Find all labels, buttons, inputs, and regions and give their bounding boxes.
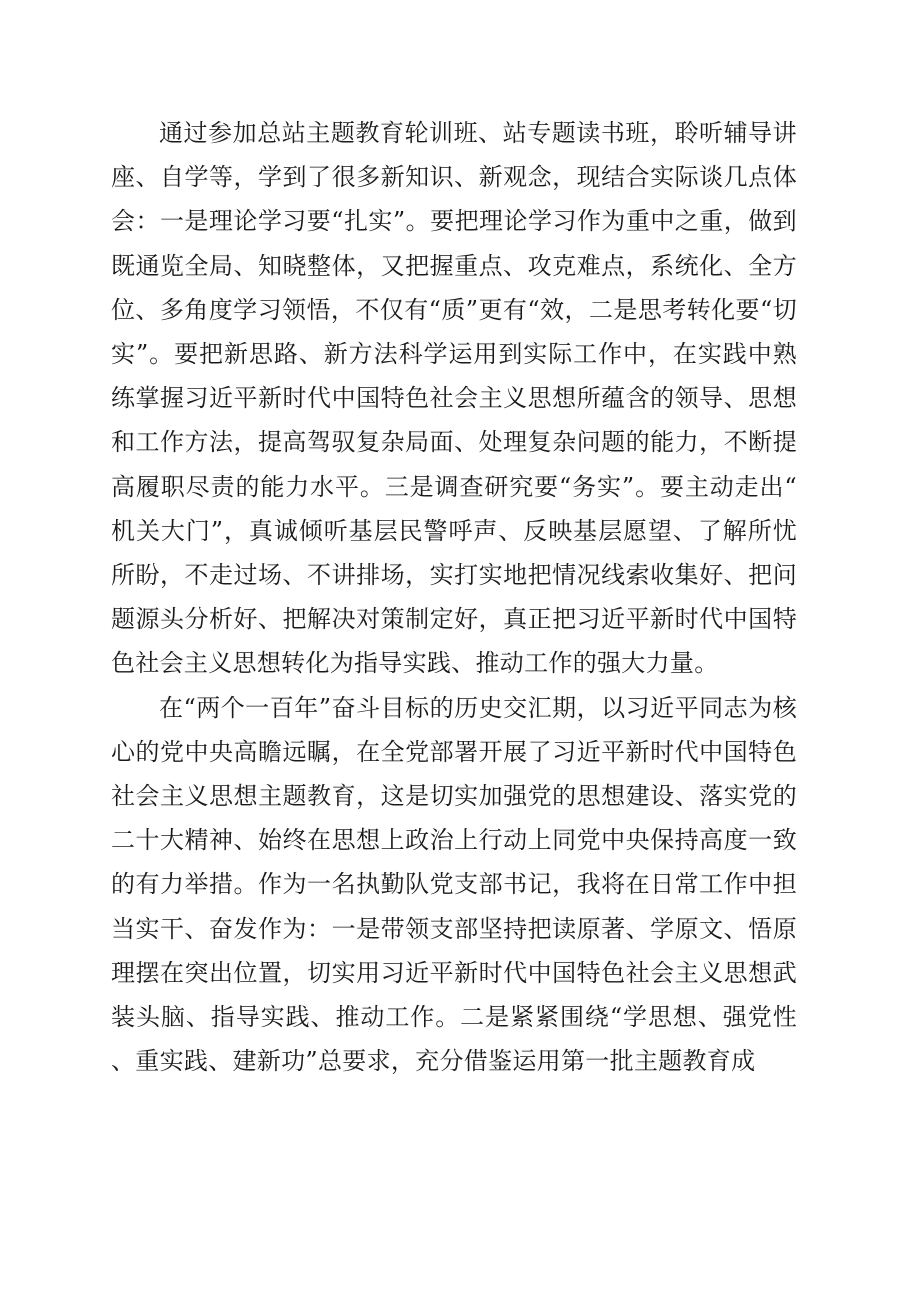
document-body <box>111 111 797 1083</box>
paragraph-2: 在“两个一百年”奋斗目标的历史交汇期，以习近平同志为核心的党中央高瞻远瞩，在全党部署开展了习近平新时代中国特色社会主义思想主题教育，这是切实加强党的思想建设、落实党的二十大精神、始终在思想上政治上行动上同党中央保持高度一致的有力举措。作为一名执勤队党支部书记，我将在日常工作中担当实干、奋发作为：一是带领支部坚持把读原著、学原文、悟原理摆在突出位置，切实用习近平新时代中国特色社会主义思想武装头脑、指导实践、推动工作。二是紧紧围绕“学思想、强党性、重实践、建新功”总要求，充分借鉴运用第一批主题教育成 <box>111 693 797 1076</box>
paragraph-1: 通过参加总站主题教育轮训班、站专题读书班，聆听辅导讲座、自学等，学到了很多新知识、新观念，现结合实际谈几点体会：一是理论学习要“扎实”。要把理论学习作为重中之重，做到既通览全局、知晓整体，又把握重点、攻克难点，系统化、全方位、多角度学习领悟，不仅有“质”更有“效，二是思考转化要“切实”。要把新思路、新方法科学运用到实际工作中，在实践中熟练掌握习近平新时代中国特色社会主义思想所蕴含的领导、思想和工作方法，提高驾驭复杂局面、处理复杂问题的能力，不断提高履职尽责的能力水平。三是调查研究要“务实”。要主动走出“机关大门”，真诚倾听基层民警呼声、反映基层愿望、了解所忧所盼，不走过场、不讲排场，实打实地把情况线索收集好、把问题源头分析好、把解决对策制定好，真正把习近平新时代中国特色社会主义思想转化为指导实践、推动工作的强大力量。 <box>111 119 797 678</box>
